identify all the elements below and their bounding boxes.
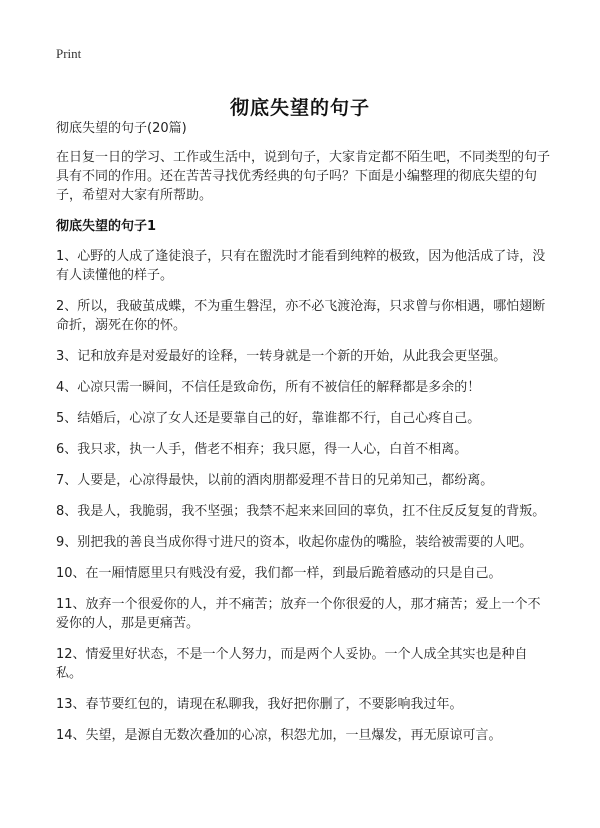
sentence-item: 6、我只求，执一人手，偕老不相弃；我只愿，得一人心，白首不相离。 bbox=[56, 442, 468, 457]
sentence-item: 11、放弃一个很爱你的人，并不痛苦；放弃一个你很爱的人，那才痛苦；爱上一个不爱你的人，那是更痛苦。 bbox=[56, 597, 541, 631]
print-link[interactable]: Print bbox=[56, 46, 82, 61]
sentence-item: 8、我是人，我脆弱，我不坚强；我禁不起来来回回的辜负，扛不住反反复复的背叛。 bbox=[56, 504, 546, 519]
sentence-item: 3、记和放弃是对爱最好的诠释，一转身就是一个新的开始，从此我会更坚强。 bbox=[56, 349, 507, 364]
article-subtitle: 彻底失望的句子(20篇) bbox=[56, 121, 187, 136]
sentence-item: 5、结婚后，心凉了女人还是要靠自己的好，靠谁都不行，自己心疼自己。 bbox=[56, 411, 481, 426]
sentence-list bbox=[56, 247, 550, 745]
sentence-item: 14、失望，是源自无数次叠加的心凉，积怨尤加，一旦爆发，再无原谅可言。 bbox=[56, 728, 502, 743]
sentence-item: 2、所以，我破茧成蝶，不为重生磐涅，亦不必飞渡沧海，只求曾与你相遇，哪怕翅断命折，溺死在你的怀。 bbox=[56, 299, 546, 333]
sentence-item: 12、情爱里好状态，不是一个人努力，而是两个人妥协。一个人成全其实也是种自私。 bbox=[56, 647, 528, 681]
sentence-item: 7、人要是，心凉得最快，以前的酒肉朋都爱理不昔日的兄弟知己，都纷离。 bbox=[56, 473, 494, 488]
sentence-item: 4、心凉只需一瞬间，不信任是致命伤，所有不被信任的解释都是多余的！ bbox=[56, 380, 481, 395]
article-body bbox=[56, 120, 550, 757]
article-title: 彻底失望的句子 bbox=[229, 96, 370, 119]
sentence-item: 10、在一厢情愿里只有贱没有爱，我们都一样，到最后跪着感动的只是自己。 bbox=[56, 566, 502, 581]
article-intro: 在日复一日的学习、工作或生活中，说到句子，大家肯定都不陌生吧，不同类型的句子具有不同的作用。还在苦苦寻找优秀经典的句子吗？下面是小编整理的彻底失望的句子，希望对大家有所帮助。 bbox=[56, 150, 551, 203]
section-heading: 彻底失望的句子1 bbox=[56, 219, 157, 234]
sentence-item: 13、春节要红包的，请现在私聊我，我好把你删了，不要影响我过年。 bbox=[56, 697, 463, 712]
sentence-item: 1、心野的人成了逢徒浪子，只有在盥洗时才能看到纯粹的极致，因为他活成了诗，没有人读懂他的样子。 bbox=[56, 249, 546, 283]
sentence-item: 9、别把我的善良当成你得寸进尺的资本，收起你虚伪的嘴脸，装给被需要的人吧。 bbox=[56, 535, 533, 550]
